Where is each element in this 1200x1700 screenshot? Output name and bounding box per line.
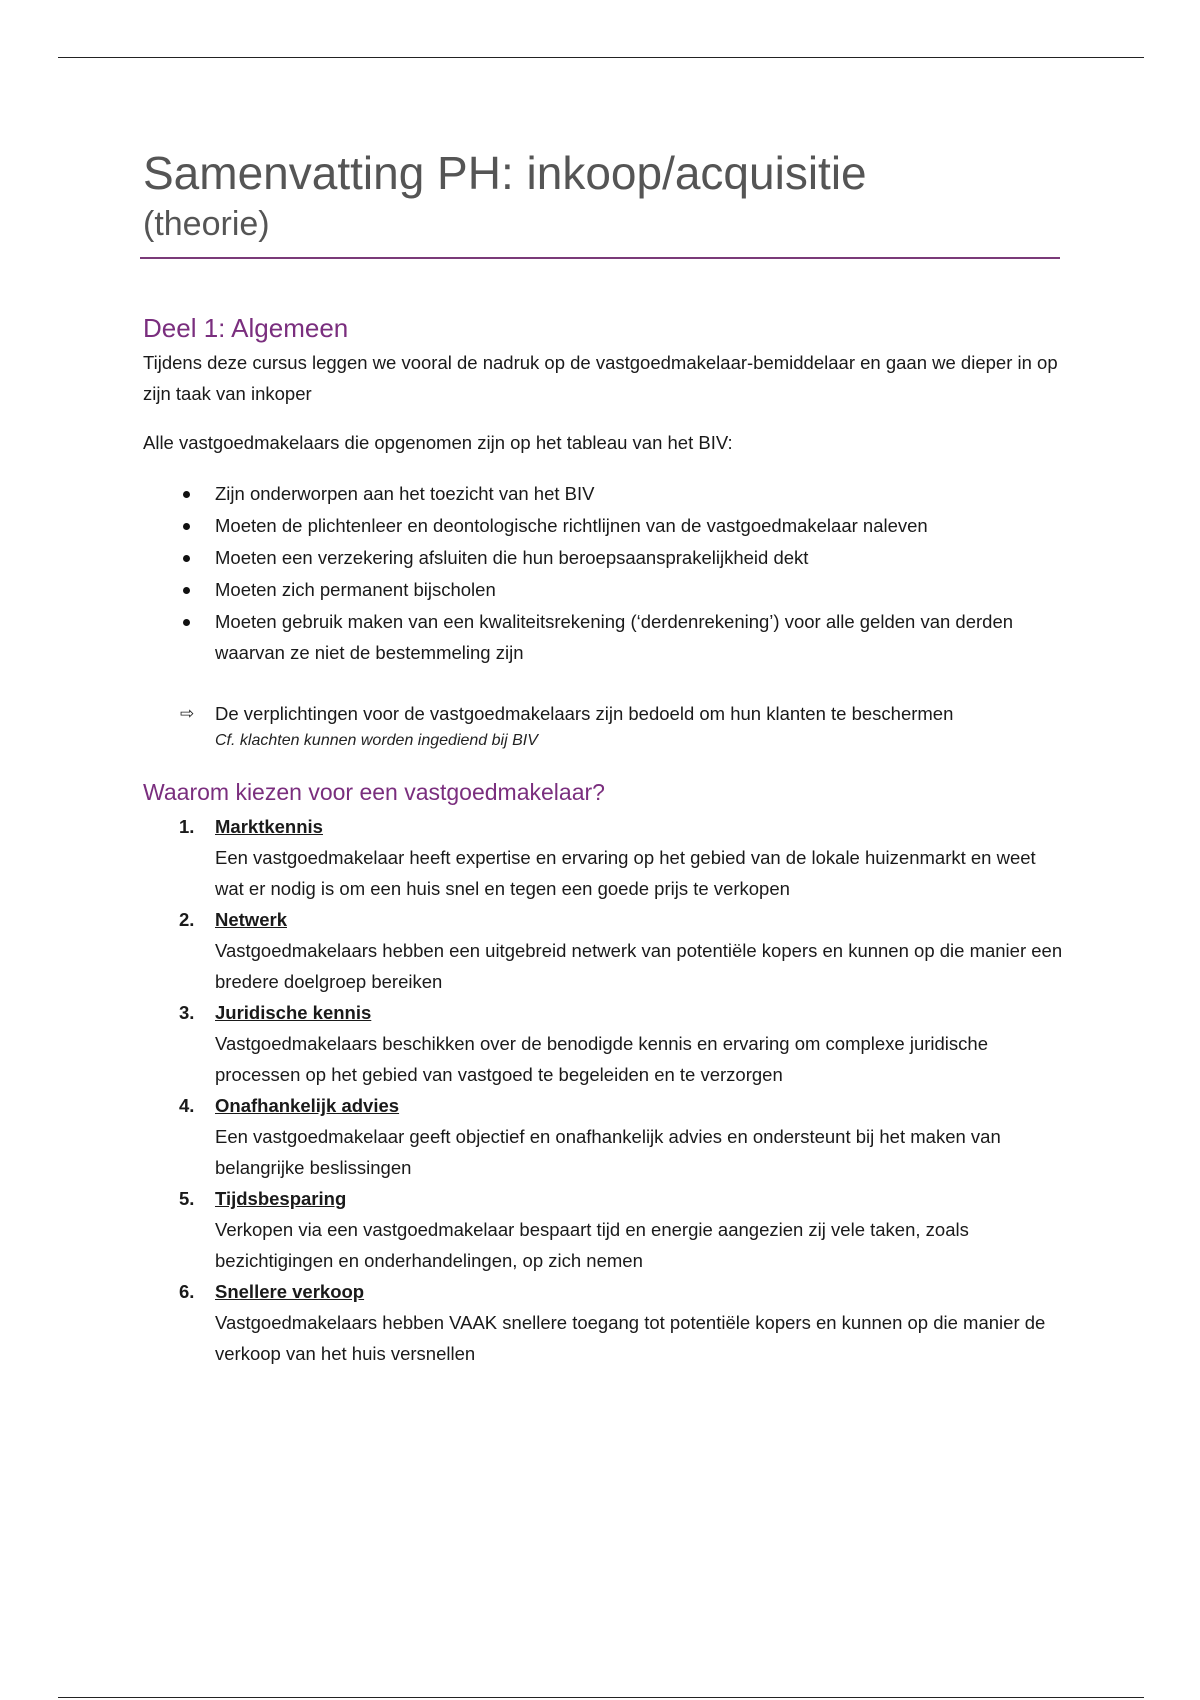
conclusion-block — [143, 698, 1063, 753]
reason-title: Snellere verkoop — [215, 1281, 365, 1302]
item-number: 3. — [179, 1002, 195, 1023]
reasons-list — [143, 811, 1063, 1369]
title-divider — [140, 257, 1060, 259]
list-item: Moeten een verzekering afsluiten die hun beroepsaansprakelijkheid dekt — [143, 542, 1063, 573]
reason-text: Vastgoedmakelaars beschikken over de benodigde kennis en ervaring om complexe juridische processen op het gebied van vastgoed te begeleiden en te verzorgen — [215, 1033, 988, 1085]
list-item: Moeten de plichtenleer en deontologische richtlijnen van de vastgoedmakelaar naleven — [143, 510, 1063, 541]
reason-title: Juridische kennis — [215, 1002, 372, 1023]
reason-text: Een vastgoedmakelaar heeft expertise en ervaring op het gebied van de lokale huizenmarkt en weet wat er nodig is om een huis snel en tegen een goede prijs te verkopen — [215, 847, 1036, 899]
item-number: 2. — [179, 909, 195, 930]
reason-text: Vastgoedmakelaars hebben VAAK snellere toegang tot potentiële kopers en kunnen op die manier de verkoop van het huis versnellen — [215, 1312, 1046, 1364]
document-subtitle: (theorie) — [143, 205, 270, 243]
list-item: Moeten zich permanent bijscholen — [143, 574, 1063, 605]
reason-title: Marktkennis — [215, 816, 323, 837]
reason-title: Tijdsbesparing — [215, 1188, 347, 1209]
section-heading-waarom: Waarom kiezen voor een vastgoedmakelaar? — [143, 779, 605, 805]
list-item — [143, 997, 1063, 1090]
document-page — [143, 145, 1063, 1369]
page-bottom-rule — [58, 1697, 1144, 1698]
reason-text: Vastgoedmakelaars hebben een uitgebreid netwerk van potentiële kopers en kunnen op die manier een bredere doelgroep bereiken — [215, 940, 1063, 992]
list-item — [143, 904, 1063, 997]
section-heading-algemeen: Deel 1: Algemeen — [143, 313, 349, 343]
intro-paragraph: Tijdens deze cursus leggen we vooral de nadruk op de vastgoedmakelaar-bemiddelaar en gaan we dieper in op zijn taak van inkoper — [143, 352, 1058, 404]
bullet-icon — [183, 619, 190, 626]
conclusion-note: Cf. klachten kunnen worden ingediend bij BIV — [215, 732, 538, 749]
list-item — [143, 1183, 1063, 1276]
list-item — [143, 1090, 1063, 1183]
item-number: 5. — [179, 1188, 195, 1209]
document-title: Samenvatting PH: inkoop/acquisitie — [143, 147, 867, 199]
arrow-right-icon: ⇨ — [180, 704, 195, 723]
item-number: 4. — [179, 1095, 195, 1116]
lead-paragraph: Alle vastgoedmakelaars die opgenomen zijn op het tableau van het BIV: — [143, 432, 733, 453]
reason-text: Een vastgoedmakelaar geeft objectief en onafhankelijk advies en ondersteunt bij het maken van belangrijke beslissingen — [215, 1126, 1001, 1178]
bullet-icon — [183, 587, 190, 594]
bullet-icon — [183, 523, 190, 530]
bullet-icon — [183, 491, 190, 498]
reason-title: Onafhankelijk advies — [215, 1095, 400, 1116]
page-top-rule — [58, 57, 1144, 58]
reason-text: Verkopen via een vastgoedmakelaar bespaart tijd en energie aangezien zij vele taken, zoals bezichtigingen en onderhandelingen, op zich nemen — [215, 1219, 969, 1271]
item-number: 6. — [179, 1281, 195, 1302]
bullet-icon — [183, 555, 190, 562]
obligations-list — [143, 478, 1063, 668]
list-item — [143, 1276, 1063, 1369]
list-item: Zijn onderworpen aan het toezicht van het BIV — [143, 478, 1063, 509]
reason-title: Netwerk — [215, 909, 287, 930]
list-item — [143, 811, 1063, 904]
conclusion-text: De verplichtingen voor de vastgoedmakelaars zijn bedoeld om hun klanten te beschermen — [215, 703, 954, 724]
item-number: 1. — [179, 816, 195, 837]
list-item: Moeten gebruik maken van een kwaliteitsrekening (‘derdenrekening’) voor alle gelden van derden waarvan ze niet de bestemmeling zijn — [143, 606, 1063, 668]
